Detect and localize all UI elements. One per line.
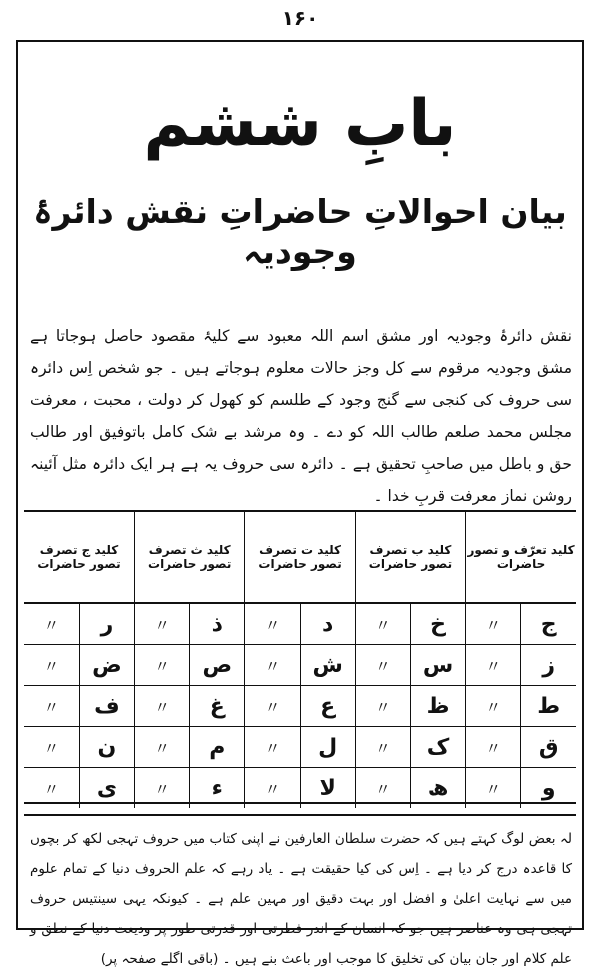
table-cell-letter: غ <box>190 686 245 727</box>
ditto-mark: 〃 <box>135 727 190 768</box>
chapter-subtitle: بیان احوالاتِ حاضراتِ نقش دائرۂ وجودیہ <box>33 192 567 271</box>
table-cell-letter: ز <box>521 645 576 686</box>
chapter-title: بابِ ششم <box>143 87 457 161</box>
footnote: لہ بعض لوگ کہتے ہیں کہ حضرت سلطان العارفین نے اپنی کتاب میں حروف تہجی لکھ کر بچوں کا قاعدہ درج کر دیا ہے ۔ اِس کی کیا حقیقت ہے ۔ یاد رہے کہ علم الحروف دنیا کے تمام علوم میں سے نہایت اعلیٰ و افضل اور بہت دقیق اور مہین علم ہے ۔ کیونکہ یہی سینتیس حروف تہجی ہی وہ عناصر ہیں جو کہ انسان کے اندر فطرتی اور قدرتی طور پر ودیعت دنیا کے نطق و علم کلام اور جان بیان کی تخلیق کا موجب اور باعث بنے ہیں ۔ (باقی اگلے صفحہ پر) <box>30 831 572 967</box>
ditto-mark: 〃 <box>245 603 300 645</box>
table-header: کلید ث تصرف تصور حاضرات <box>135 512 245 603</box>
ditto-mark: 〃 <box>466 603 521 645</box>
table-cell-letter: ء <box>190 768 245 809</box>
ditto-mark: 〃 <box>355 686 410 727</box>
table-cell-letter: د <box>300 603 355 645</box>
table-header-row <box>24 512 576 603</box>
ditto-mark: 〃 <box>135 645 190 686</box>
ditto-mark: 〃 <box>24 603 79 645</box>
table-cell-letter: م <box>190 727 245 768</box>
ditto-mark: 〃 <box>355 645 410 686</box>
table-header: کلید ج تصرف تصور حاضرات <box>24 512 135 603</box>
table-cell-letter: ط <box>521 686 576 727</box>
ditto-mark: 〃 <box>355 768 410 809</box>
ditto-mark: 〃 <box>245 645 300 686</box>
table-cell-letter: س <box>410 645 465 686</box>
table-cell-letter: ک <box>410 727 465 768</box>
table-cell-letter: ر <box>79 603 134 645</box>
table-cell-letter: ذ <box>190 603 245 645</box>
ditto-mark: 〃 <box>135 768 190 809</box>
table-cell-letter: ص <box>190 645 245 686</box>
ditto-mark: 〃 <box>466 727 521 768</box>
table-cell-letter: ن <box>79 727 134 768</box>
table-cell-letter: خ <box>410 603 465 645</box>
intro-paragraph: نقش دائرۂ وجودیہ اور مشق اسم اللہ معبود سے کلیۂ مقصود حاصل ہوجاتا ہے مشق وجودیہ مرقوم سے کل وجز حالات معلوم ہوجاتے ہیں ۔ جو شخص اِس دائرہ سی حروف کی کنجی سے گنج وجود کے طلسم کو کھول کر دولت ، محبت ، معرفت مجلس محمد صلعم طالب اللہ کو دے ۔ وہ مرشد بے شک کامل باتوفیق اور طالب حق و باطل میں صاحبِ تحقیق ہے ۔ دائرہ سی حروف یہ ہے ہر ایک دائرہ مثل آئینہ روشن نماز معرفت قربِ خدا ۔ <box>30 327 572 505</box>
table-cell-letter: ش <box>300 645 355 686</box>
ditto-mark: 〃 <box>245 727 300 768</box>
table-cell-letter: ھ <box>410 768 465 809</box>
letters-table <box>24 510 576 804</box>
table-row <box>24 686 576 727</box>
table-cell-letter: و <box>521 768 576 809</box>
table-cell-letter: ی <box>79 768 134 809</box>
ditto-mark: 〃 <box>24 645 79 686</box>
ditto-mark: 〃 <box>24 686 79 727</box>
ditto-mark: 〃 <box>43 779 60 799</box>
table-header: کلید تعرّف و تصور حاضرات <box>466 512 576 603</box>
ditto-mark: 〃 <box>466 645 521 686</box>
ditto-mark: 〃 <box>24 727 79 768</box>
footnote-divider <box>24 814 576 816</box>
ditto-mark: 〃 <box>466 686 521 727</box>
table-cell-letter: ف <box>79 686 134 727</box>
table-cell-letter: ظ <box>410 686 465 727</box>
table-cell-letter: ل <box>300 727 355 768</box>
ditto-mark: 〃 <box>245 768 300 809</box>
ditto-mark: 〃 <box>135 686 190 727</box>
table-cell-letter: لا <box>300 768 355 809</box>
table-cell-letter: ق <box>521 727 576 768</box>
ditto-mark: 〃 <box>245 686 300 727</box>
table-row <box>24 645 576 686</box>
table-row <box>24 768 576 809</box>
table-header: کلید ب تصرف تصور حاضرات <box>355 512 465 603</box>
table-cell-letter: ع <box>300 686 355 727</box>
table-header: کلید ت تصرف تصور حاضرات <box>245 512 355 603</box>
ditto-mark: 〃 <box>135 603 190 645</box>
table-cell-letter: ج <box>521 603 576 645</box>
page-frame <box>16 40 584 967</box>
table-cell-letter: ض <box>79 645 134 686</box>
ditto-mark: 〃 <box>466 768 521 809</box>
table-row <box>24 603 576 645</box>
ditto-mark: 〃 <box>355 727 410 768</box>
page-number: ۱۶۰ <box>281 6 319 30</box>
ditto-mark: 〃 <box>355 603 410 645</box>
table-row <box>24 727 576 768</box>
